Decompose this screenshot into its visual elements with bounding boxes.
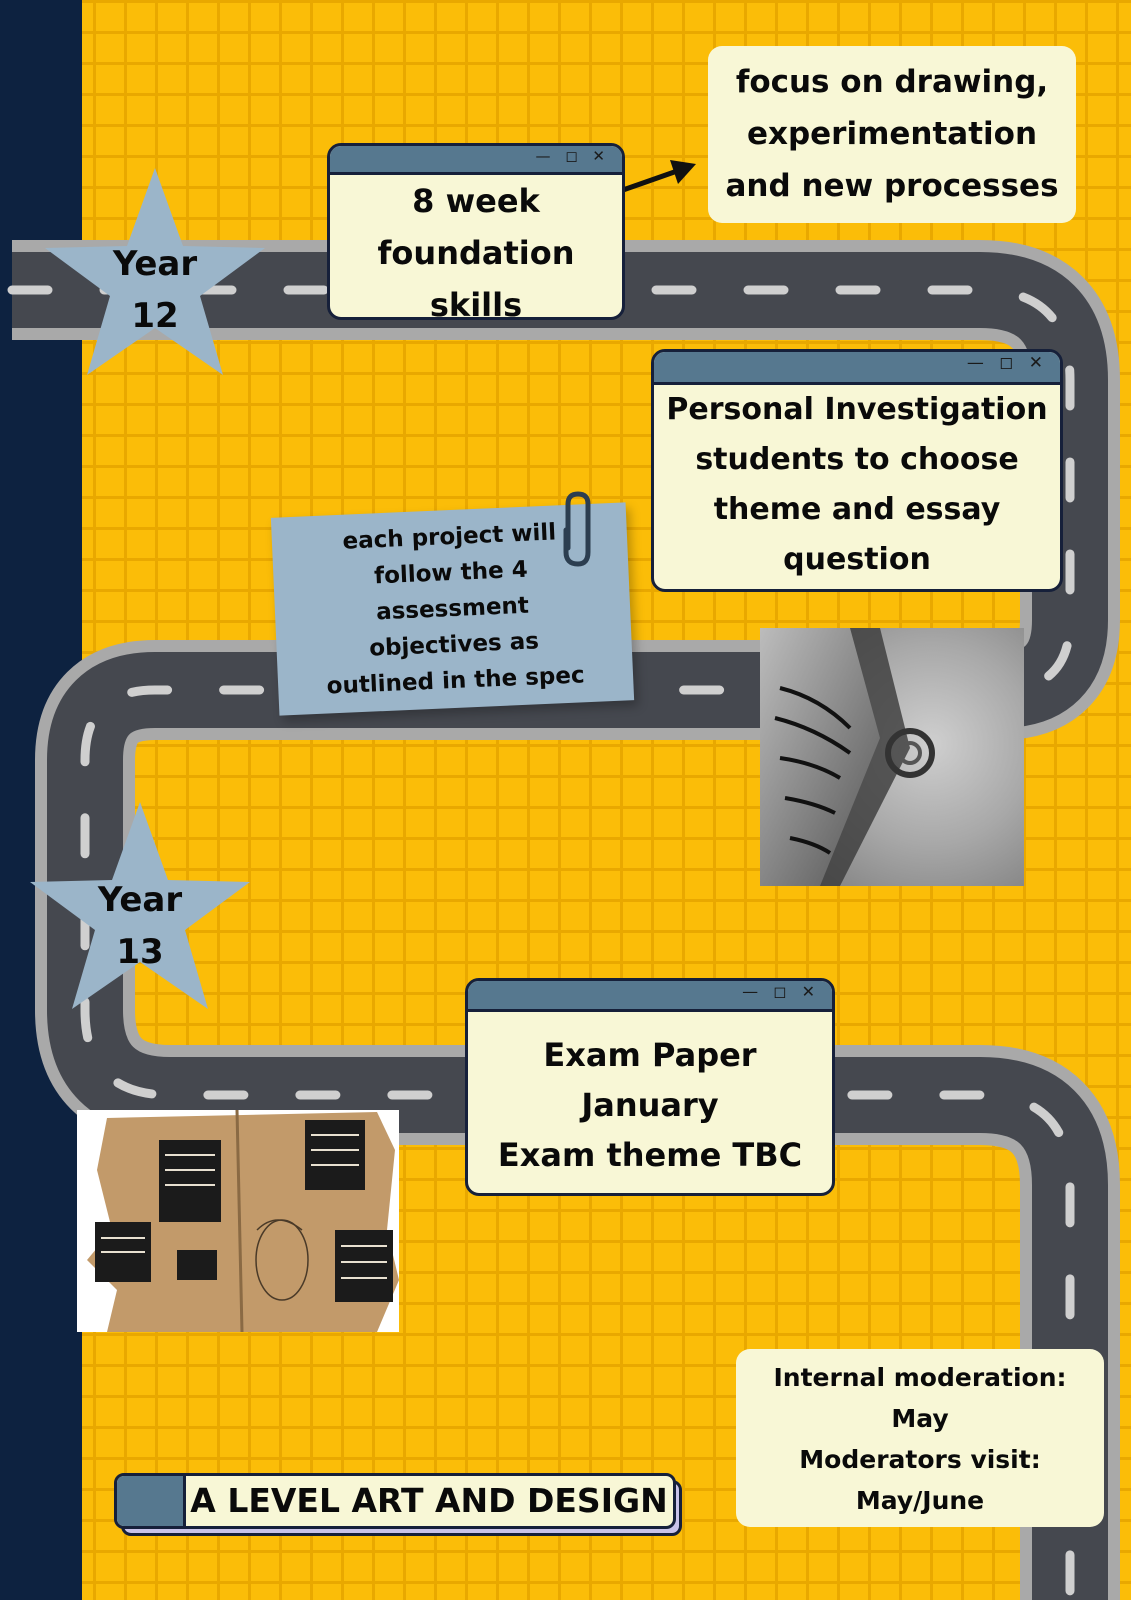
textured-collage-artwork-icon <box>77 1110 399 1332</box>
window-titlebar <box>330 146 622 175</box>
title-banner-tab <box>117 1476 186 1526</box>
investigation-line-3: theme and essay <box>713 492 1001 527</box>
year-13-label-line1: Year <box>97 880 183 920</box>
year-12-star <box>40 168 270 383</box>
exam-line-3: Exam theme TBC <box>497 1136 803 1174</box>
foundation-line-3: skills <box>429 286 523 320</box>
spiral-sketchbook-photo-icon <box>760 628 1024 886</box>
investigation-line-4: question <box>783 542 931 577</box>
sticky-line-2: follow the 4 <box>373 556 529 590</box>
sticky-line-5: outlined in the spec <box>326 662 586 700</box>
investigation-line-1: Personal Investigation <box>666 392 1048 427</box>
year-12-label-line2: 12 <box>131 296 179 336</box>
moderation-line-4: May/June <box>855 1486 985 1515</box>
title-banner-front <box>114 1473 676 1529</box>
sticky-line-1: each project will <box>342 519 557 555</box>
textured-collage-artwork <box>77 1110 399 1332</box>
foundation-line-1: 8 week <box>412 182 540 220</box>
investigation-line-2: students to choose <box>695 442 1019 477</box>
focus-note <box>708 46 1076 223</box>
moderation-note <box>736 1349 1104 1527</box>
moderation-line-3: Moderators visit: <box>799 1445 1041 1474</box>
foundation-line-2: foundation <box>377 234 575 272</box>
year-13-label-line2: 13 <box>116 932 164 972</box>
year-12-label-line1: Year <box>112 244 198 284</box>
sticky-line-3: assessment <box>375 592 530 626</box>
exam-window <box>465 978 835 1196</box>
moderation-line-2: May <box>891 1404 949 1433</box>
window-controls-icon[interactable]: — ◻ ✕ <box>966 353 1048 373</box>
window-controls-icon[interactable]: — ◻ ✕ <box>742 982 820 1001</box>
window-controls-icon[interactable]: — ◻ ✕ <box>535 147 610 165</box>
spiral-sketchbook-photo <box>760 628 1024 886</box>
focus-line-2: experimentation <box>746 116 1038 152</box>
title-banner <box>114 1473 684 1535</box>
year-13-star <box>25 802 255 1017</box>
moderation-line-1: Internal moderation: <box>773 1363 1067 1392</box>
investigation-window <box>651 349 1063 592</box>
foundation-window <box>327 143 625 320</box>
sticky-line-4: objectives as <box>368 628 540 662</box>
paperclip-icon <box>556 490 606 570</box>
exam-line-1: Exam Paper <box>543 1036 757 1074</box>
window-titlebar <box>654 352 1060 385</box>
focus-line-3: and new processes <box>725 168 1059 204</box>
page-title: A LEVEL ART AND DESIGN <box>190 1481 668 1520</box>
exam-line-2: January <box>581 1086 719 1124</box>
window-titlebar <box>468 981 832 1012</box>
focus-line-1: focus on drawing, <box>735 64 1049 100</box>
